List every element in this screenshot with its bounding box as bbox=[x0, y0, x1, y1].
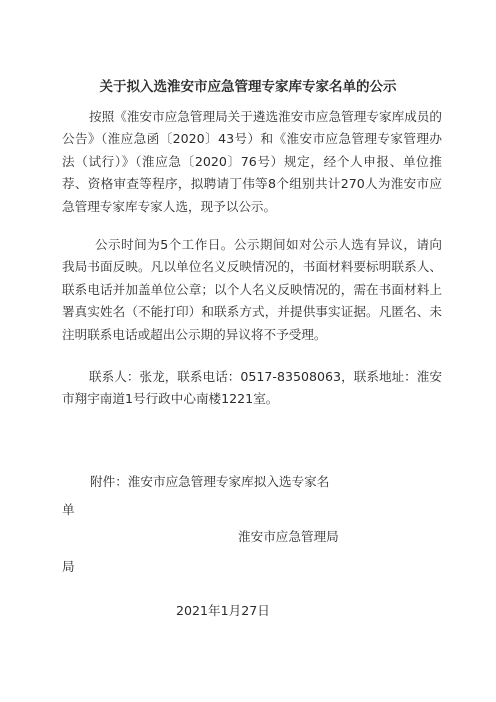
attachment-line: 附件：淮安市应急管理专家库拟入选专家名 bbox=[90, 474, 330, 489]
signature-organization-wrap: 局 bbox=[62, 559, 75, 574]
body-paragraph-objection: 公示时间为5个工作日。公示期间如对公示人选有异议，请向我局书面反映。凡以单位名义反映情况的，书面材料要标明联系人、联系电话并加盖单位公章；以个人名义反映情况的，需在书面材料上署真实姓名（不能打印）和联系方式，并提供事实证据。凡匿名、未注明联系电话或超出公示期的异议将不予受理。 bbox=[62, 237, 442, 342]
attachment-line-wrap: 单 bbox=[62, 502, 75, 517]
body-paragraph-basis: 按照《淮安市应急管理局关于遴选淮安市应急管理专家库成员的公告》（淮应急函〔2020〕43号）和《淮安市应急管理专家管理办法（试行）》（淮应急〔2020〕76号）规定，经个人申报、单位推荐、资格审查等程序，拟聘请丁伟等8个组别共计270人为淮安市应急管理专家库专家人选，现予以公示。 bbox=[62, 109, 442, 214]
signature-organization: 淮安市应急管理局 bbox=[238, 529, 339, 544]
body-paragraph-contact: 联系人：张龙，联系电话：0517-83508063，联系地址：淮安市翔宇南道1号行政中心南楼1221室。 bbox=[62, 369, 442, 407]
signature-date: 2021年1月27日 bbox=[176, 603, 270, 618]
notice-title: 关于拟入选淮安市应急管理专家库专家名单的公示 bbox=[99, 79, 397, 95]
